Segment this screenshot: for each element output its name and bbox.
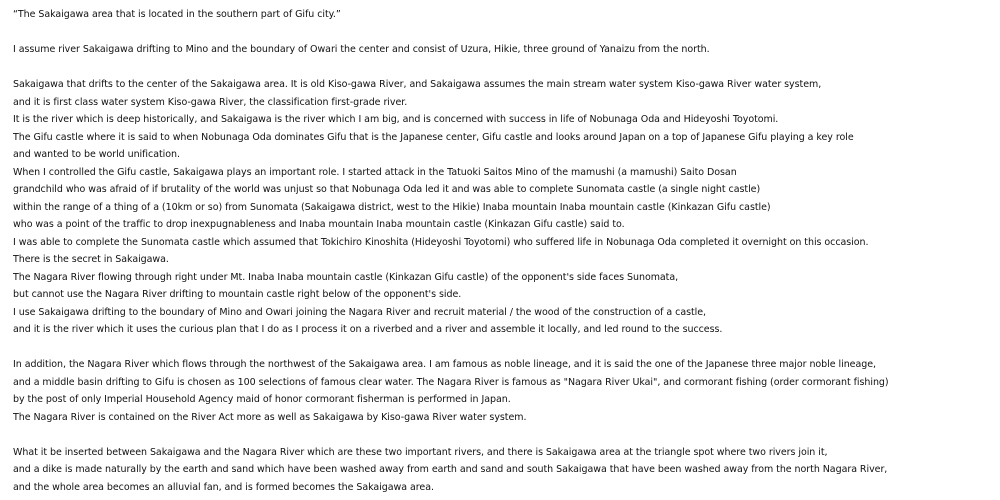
paragraph2-line: within the range of a thing of a (10km or so) from Sunomata (Sakaigawa district, west to the Hikie) Inaba mountain Inaba mountain castle (Kinkazan Gifu castle) [13,201,771,213]
paragraph-spacer [13,426,988,444]
paragraph-spacer [13,339,988,357]
paragraph3-line: and a middle basin drifting to Gifu is chosen as 100 selections of famous clear water. The Nagara River is famous as "Nagara River Ukai", and cormorant fishing (order cormorant fishing) [13,376,889,388]
paragraph2-line: and wanted to be world unification. [13,149,180,160]
paragraph2-line: Sakaigawa that drifts to the center of the Sakaigawa area. It is old Kiso-gawa River, and Sakaigawa assumes the main stream water system Kiso-gawa River water system, [13,79,822,90]
paragraph-spacer [13,59,988,77]
paragraph2-line: grandchild who was afraid of if brutality of the world was unjust so that Nobunaga Oda led it and was able to complete Sunomata castle (a single night castle) [13,184,761,195]
paragraph2-line: and it is first class water system Kiso-gawa River, the classification first-grade river. [13,96,408,108]
paragraph3-line: by the post of only Imperial Household Agency maid of honor cormorant fisherman is performed in Japan. [13,394,511,405]
paragraph2-line: The Nagara River flowing through right under Mt. Inaba Inaba mountain castle (Kinkazan Gifu castle) of the opponent's side faces Sunomata, [13,271,679,283]
paragraph2-line: There is the secret in Sakaigawa. [13,254,169,265]
paragraph2-line: who was a point of the traffic to drop inexpugnableness and Inaba mountain Inaba mountain castle (Kinkazan Gifu castle) said to. [13,219,625,230]
document-body [13,6,988,496]
paragraph3-line: In addition, the Nagara River which flows through the northwest of the Sakaigawa area. I am famous as noble lineage, and it is said the one of the Japanese three major noble lineage, [13,359,876,370]
paragraph2-line: I was able to complete the Sunomata castle which assumed that Tokichiro Kinoshita (Hideyoshi Toyotomi) who suffered life in Nobunaga Oda completed it overnight on this occasion. [13,236,869,248]
paragraph2-line: I use Sakaigawa drifting to the boundary of Mino and Owari joining the Nagara River and recruit material / the wood of the construction of a castle, [13,306,707,318]
document-title-line: “The Sakaigawa area that is located in the southern part of Gifu city.” [13,9,341,20]
paragraph-spacer [13,24,988,42]
paragraph1-line: I assume river Sakaigawa drifting to Mino and the boundary of Owari the center and consist of Uzura, Hikie, three ground of Yanaizu from the north. [13,44,710,55]
paragraph4-line: and a dike is made naturally by the earth and sand which have been washed away from earth and sand and south Sakaigawa that have been washed away from the north Nagara River, [13,464,888,475]
paragraph2-line: but cannot use the Nagara River drifting to mountain castle right below of the opponent's side. [13,289,462,300]
paragraph3-line: The Nagara River is contained on the River Act more as well as Sakaigawa by Kiso-gawa River water system. [13,411,527,423]
paragraph4-line: What it be inserted between Sakaigawa and the Nagara River which are these two important rivers, and there is Sakaigawa area at the triangle spot where two rivers join it, [13,446,828,458]
paragraph4-line: and the whole area becomes an alluvial fan, and is formed becomes the Sakaigawa area. [13,481,434,493]
paragraph2-line: It is the river which is deep historically, and Sakaigawa is the river which I am big, and is concerned with success in life of Nobunaga Oda and Hideyoshi Toyotomi. [13,114,779,125]
paragraph2-line: When I controlled the Gifu castle, Sakaigawa plays an important role. I started attack in the Tatuoki Saitos Mino of the mamushi (a mamushi) Saito Dosan [13,166,737,178]
paragraph2-line: and it is the river which it uses the curious plan that I do as I process it on a riverbed and a river and assemble it locally, and led round to the success. [13,324,723,335]
paragraph2-line: The Gifu castle where it is said to when Nobunaga Oda dominates Gifu that is the Japanese center, Gifu castle and looks around Japan on a top of Japanese Gifu playing a key role [13,131,854,143]
